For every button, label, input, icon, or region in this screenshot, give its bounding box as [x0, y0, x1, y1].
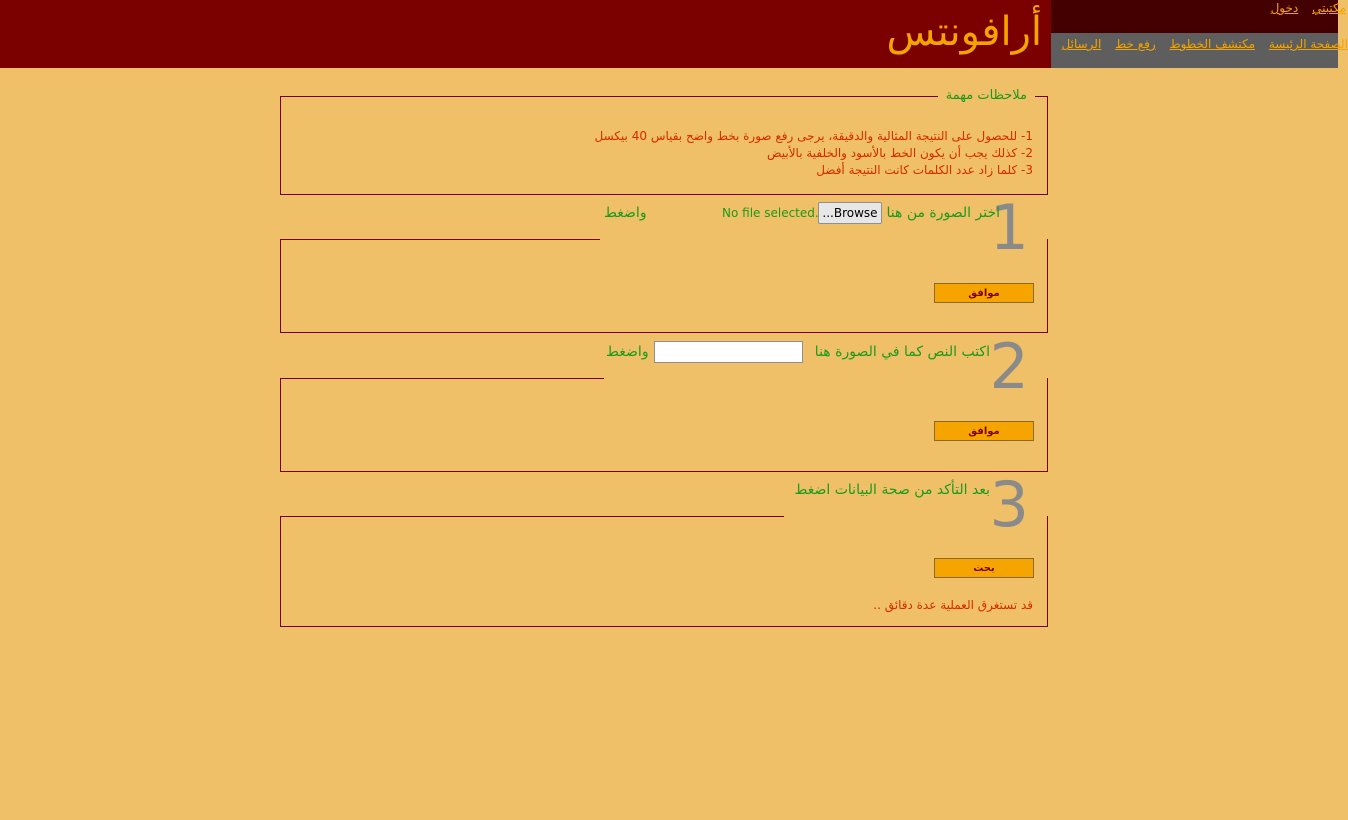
note-item: 3- كلما زاد عدد الكلمات كانت النتيجة أفضل	[816, 163, 1033, 177]
my-library-link[interactable]: مكتبتي	[1312, 1, 1346, 15]
text-ok-button[interactable]: موافق	[934, 421, 1034, 441]
step1-label: اختر الصورة من هنا	[886, 205, 1000, 221]
upload-ok-button[interactable]: موافق	[934, 283, 1034, 303]
step2-legend	[604, 330, 1047, 403]
notes-list	[595, 128, 1033, 179]
main-nav	[1051, 33, 1348, 68]
note-item: 1- للحصول على النتيجة المثالية والدقيقة، يرجى رفع صورة بخط واضح بقياس 40 بيكسل	[594, 129, 1033, 143]
wait-note: قد تستغرق العملية عدة دقائق ..	[873, 598, 1033, 612]
step1-legend	[600, 191, 1047, 264]
note-item: 2- كذلك يجب أن يكون الخط بالأسود والخلفية بالأبيض	[767, 146, 1033, 160]
step3-legend	[784, 468, 1047, 541]
login-link[interactable]: دخول	[1270, 1, 1299, 15]
search-button[interactable]: بحث	[934, 558, 1034, 578]
no-file-status: No file selected.	[722, 206, 819, 220]
step3-label: بعد التأكد من صحة البيانات اضغط	[794, 482, 990, 498]
notes-legend: ملاحظات مهمة	[938, 87, 1035, 105]
nav-font-finder-link[interactable]: مكتشف الخطوط	[1169, 37, 1255, 51]
step1-fieldset	[280, 191, 1048, 333]
browse-button[interactable]: Browse...	[818, 202, 882, 224]
step1-number: 1	[989, 191, 1029, 264]
step2-press-label: واضغط	[606, 344, 649, 360]
site-title: أرافونتس	[886, 9, 1042, 55]
step2-fieldset	[280, 330, 1048, 472]
image-text-input[interactable]	[654, 341, 803, 363]
step1-press-label: واضغط	[604, 205, 647, 221]
step3-number: 3	[989, 468, 1029, 541]
step2-number: 2	[989, 330, 1029, 403]
user-links-bar	[1051, 0, 1346, 33]
nav-messages-link[interactable]: الرسائل	[1061, 37, 1102, 51]
step3-fieldset	[280, 468, 1048, 627]
nav-home-link[interactable]: الصفحة الرئيسة	[1268, 37, 1348, 51]
site-header	[0, 0, 1348, 68]
notes-fieldset	[280, 88, 1048, 195]
step2-label: اكتب النص كما في الصورة هنا	[814, 344, 990, 360]
nav-upload-font-link[interactable]: رفع خط	[1115, 37, 1156, 51]
